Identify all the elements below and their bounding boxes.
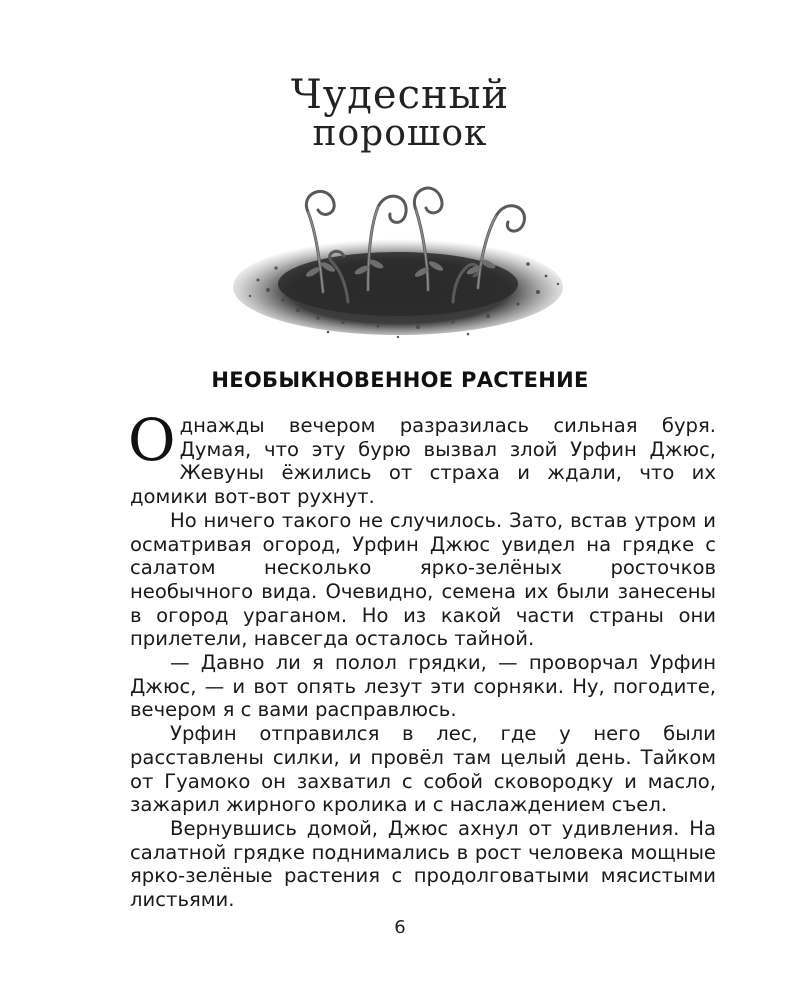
section-heading: НЕОБЫКНОВЕННОЕ РАСТЕНИЕ	[211, 368, 589, 392]
chapter-title-line2: порошок	[312, 113, 488, 154]
paragraph-1	[128, 406, 716, 509]
paragraph-2: Но ничего такого не случилось. Зато, встав утром и осматривая огород, Урфин Джюс увидел на грядке с салатом несколько ярко-зелёных росточков необычного вида. Очевидно, семена их были занесены в огород ураганом. Но из какой части страны они прилетели, навсегда осталось тайной.	[130, 508, 716, 651]
paragraph-4: Урфин отправился в лес, где у него были расставлены силки, и провёл там целый день. Тайком от Гуамоко он захватил с собой сковородку и масло, зажарил жирного кролика и с наслаждением съел.	[130, 722, 716, 817]
chapter-title-line1: Чудесный	[290, 72, 510, 118]
page-number: 6	[394, 917, 406, 938]
garden-bed-illustration	[228, 172, 568, 342]
paragraph-1-text: днажды вечером разразилась сильная буря. Думая, что эту бурю вызвал злой Урфин Джюс, Жевуны ёжились от страха и ждали, что их домики вот-вот рухнут.	[130, 414, 716, 509]
drop-cap: О	[128, 406, 176, 474]
paragraph-5: Вернувшись домой, Джюс ахнул от удивления. На салатной грядке поднимались в рост человека мощные ярко-зелёные растения с продолговатыми мясистыми листьями.	[130, 816, 716, 912]
paragraph-3: — Давно ли я полол грядки, — проворчал Урфин Джюс, — и вот опять лезут эти сорняки. Ну, погодите, вечером я с вами расправлюсь.	[130, 651, 716, 722]
body-text	[128, 406, 716, 912]
